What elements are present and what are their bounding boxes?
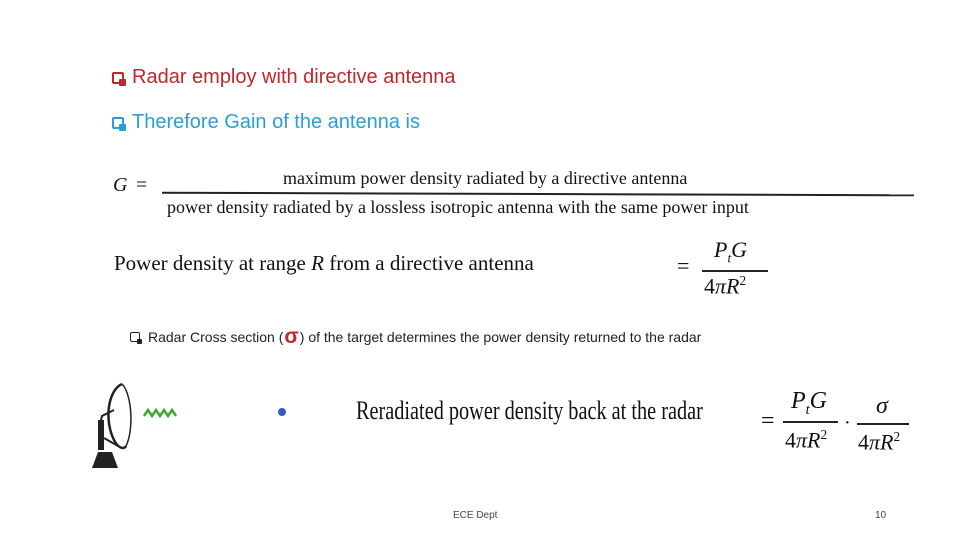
bullet-text: Therefore Gain of the antenna is	[132, 111, 420, 133]
rcs-text-before: Radar Cross section (	[148, 329, 284, 345]
equals-sign: =	[761, 408, 775, 434]
equals-sign: =	[677, 253, 690, 278]
bullet-rcs	[130, 325, 701, 349]
power-density-denominator: $4\pi R^2$	[704, 273, 747, 299]
bullet-gain	[112, 111, 420, 134]
fraction-bar	[783, 421, 838, 423]
gain-numerator: maximum power density radiated by a directive antenna	[283, 168, 688, 188]
bullet-box-icon	[112, 117, 124, 129]
fraction-bar	[702, 270, 768, 272]
power-density-label: Power density at range R from a directive antenna	[114, 251, 534, 275]
reradiated-label: Reradiated power density back at the radar	[356, 396, 703, 425]
reradiated-denominator-1: $4\pi R^2$	[785, 427, 828, 453]
reradiated-numerator-1: $P_tG$	[791, 388, 828, 418]
sigma-symbol: σ	[284, 325, 299, 348]
gain-denominator: power density radiated by a lossless isotropic antenna with the same power input	[167, 197, 749, 217]
bullet-text: Radar employ with directive antenna	[132, 66, 456, 88]
bullet-radar-directive	[112, 66, 456, 89]
footer-department: ECE Dept	[453, 510, 498, 521]
reradiated-numerator-2: σ	[876, 393, 888, 419]
power-density-numerator: $P_tG$	[714, 237, 748, 266]
reradiated-denominator-2: $4\pi R^2$	[858, 429, 901, 455]
wave-icon	[144, 410, 176, 416]
bullet-box-icon	[130, 332, 140, 342]
rcs-text-after: ) of the target determines the power density returned to the radar	[299, 329, 702, 345]
multiply-dot: ·	[844, 412, 851, 434]
gain-symbol: G	[113, 174, 128, 196]
fraction-bar	[162, 192, 914, 197]
bullet-box-icon	[112, 72, 124, 84]
fraction-bar	[857, 423, 909, 425]
target-dot	[278, 408, 286, 416]
page-number: 10	[875, 510, 887, 521]
radar-dish-icon	[88, 380, 188, 472]
equals-sign: =	[136, 174, 148, 196]
